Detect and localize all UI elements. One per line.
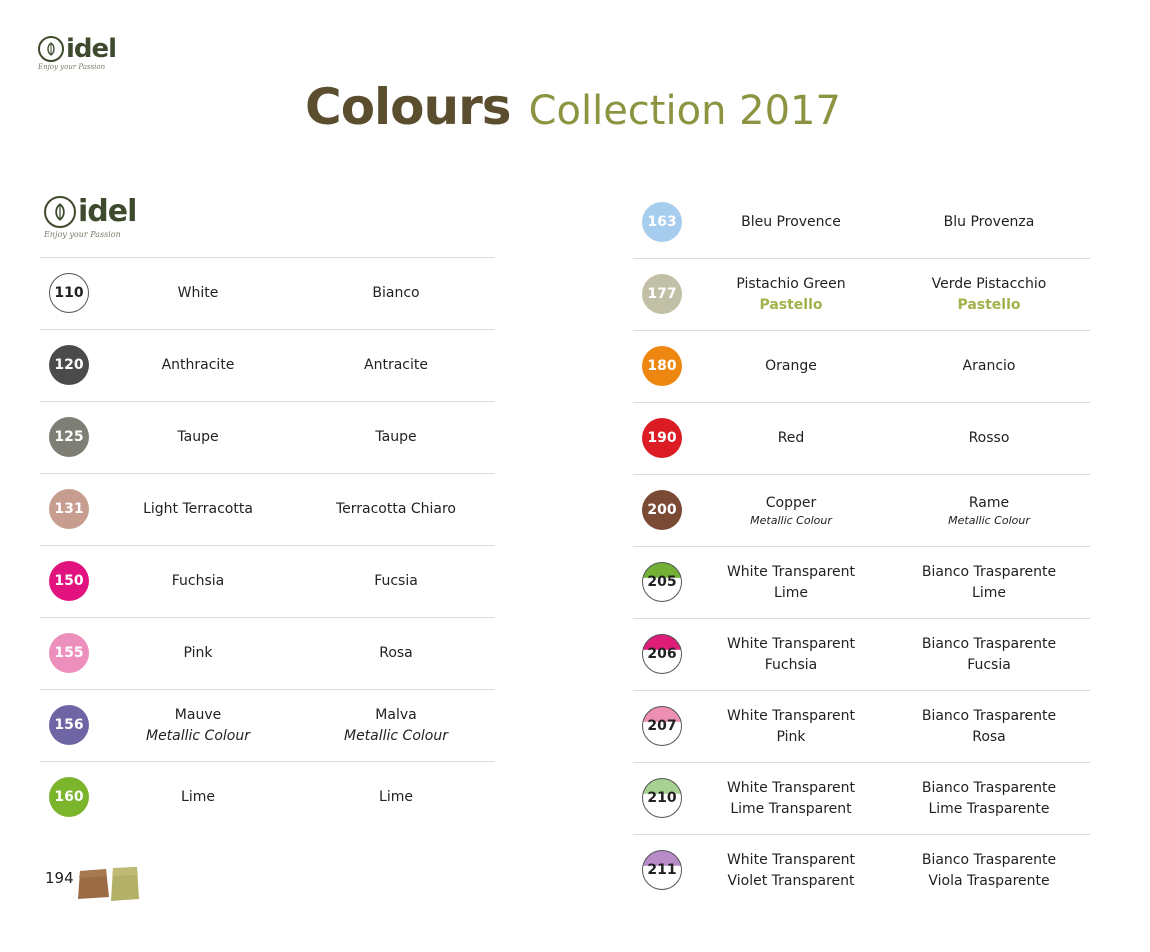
brand-logo-list (44, 196, 136, 239)
colour-code-badge (49, 777, 89, 817)
right-english-name (693, 835, 889, 906)
colour-subtitle: Metallic Colour (343, 727, 448, 744)
colour-name: Lime (181, 789, 215, 805)
colour-name: Rosso (968, 430, 1010, 446)
left-english-name (100, 690, 296, 761)
brand-logo-top (38, 36, 116, 71)
colour-list-left (40, 257, 495, 833)
colour-name: Fuchsia (171, 573, 225, 589)
colour-code: 131 (54, 501, 84, 517)
colour-code: 180 (647, 358, 677, 374)
yarn-swatch-brown-icon (76, 868, 110, 900)
right-english-name (693, 763, 889, 834)
left-english-name (100, 330, 296, 401)
right-italian-name (891, 619, 1087, 690)
colour-code: 110 (54, 285, 84, 301)
colour-code: 211 (647, 862, 677, 878)
left-english-name (100, 474, 296, 545)
colour-code: 190 (647, 430, 677, 446)
colour-entry (40, 401, 495, 473)
colour-entry (633, 762, 1090, 834)
brand-wordmark: idel (66, 34, 117, 64)
colour-entry (633, 474, 1090, 546)
colour-code-badge (642, 274, 682, 314)
colour-code: 155 (54, 645, 84, 661)
colour-name: Copper (765, 495, 817, 511)
colour-subtitle: Metallic Colour (948, 514, 1030, 527)
brand-tagline: Enjoy your Passion (38, 63, 106, 71)
colour-code-badge (49, 489, 89, 529)
right-italian-name (891, 331, 1087, 402)
right-italian-name (891, 475, 1087, 546)
colour-list-right (633, 187, 1090, 906)
colour-name: Pink (183, 645, 213, 661)
colour-code: 206 (647, 646, 677, 662)
colour-entry (633, 258, 1090, 330)
colour-subtitle: Lime Transparent (730, 800, 852, 817)
colour-subtitle: Fuchsia (764, 656, 818, 673)
left-english-name (100, 618, 296, 689)
colour-name: Lime (379, 789, 413, 805)
right-italian-name (891, 403, 1087, 474)
left-english-name (100, 258, 296, 329)
right-italian-name (891, 547, 1087, 618)
colour-name: Orange (765, 358, 817, 374)
colour-name: White Transparent (726, 707, 856, 724)
colour-name: White Transparent (726, 779, 856, 796)
colour-entry (40, 617, 495, 689)
colour-subtitle: Metallic Colour (750, 514, 832, 527)
left-italian-name (298, 618, 494, 689)
colour-code: 160 (54, 789, 84, 805)
colour-code-badge (49, 561, 89, 601)
left-italian-name (298, 690, 494, 761)
colour-name: Pistachio Green (736, 275, 846, 292)
right-english-name (693, 475, 889, 546)
right-italian-name (891, 763, 1087, 834)
right-english-name (693, 259, 889, 330)
page-title-bold: Colours (305, 78, 511, 136)
colour-name: Verde Pistacchio (931, 275, 1047, 292)
colour-name: Terracotta Chiaro (335, 501, 457, 517)
colour-code: 156 (54, 717, 84, 733)
left-english-name (100, 546, 296, 617)
colour-code: 177 (647, 286, 677, 302)
colour-name: Blu Provenza (943, 214, 1035, 230)
colour-subtitle: Lime (774, 584, 808, 601)
colour-name: Malva (375, 706, 417, 723)
right-english-name (693, 547, 889, 618)
colour-subtitle: Rosa (972, 728, 1006, 745)
right-english-name (693, 691, 889, 762)
colour-name: Red (777, 430, 805, 446)
colour-name: Bianco Trasparente (921, 635, 1057, 652)
colour-entry (40, 689, 495, 761)
colour-entry (633, 834, 1090, 906)
colour-entry (633, 618, 1090, 690)
page-title (305, 78, 841, 136)
right-italian-name (891, 259, 1087, 330)
colour-entry (633, 330, 1090, 402)
colour-subtitle: Pastello (759, 296, 823, 313)
brand-tagline: Enjoy your Passion (44, 230, 121, 239)
left-italian-name (298, 762, 494, 833)
left-italian-name (298, 474, 494, 545)
right-italian-name (891, 187, 1087, 258)
colour-code-badge (642, 202, 682, 242)
colour-subtitle: Pastello (957, 296, 1021, 313)
colour-code-badge (49, 345, 89, 385)
left-italian-name (298, 258, 494, 329)
colour-entry (40, 473, 495, 545)
colour-name: White Transparent (726, 851, 856, 868)
colour-code-badge (642, 850, 682, 890)
colour-name: Arancio (962, 358, 1016, 374)
colour-code: 163 (647, 214, 677, 230)
colour-code: 125 (54, 429, 84, 445)
yarn-swatch-green-icon (110, 866, 140, 902)
right-italian-name (891, 691, 1087, 762)
colour-subtitle: Metallic Colour (145, 727, 250, 744)
colour-code-badge (642, 706, 682, 746)
colour-name: Rosa (379, 645, 413, 661)
colour-subtitle: Viola Trasparente (928, 872, 1050, 889)
left-italian-name (298, 402, 494, 473)
colour-name: Rame (968, 495, 1010, 511)
colour-code-badge (642, 490, 682, 530)
colour-name: Bianco Trasparente (921, 563, 1057, 580)
colour-name: White Transparent (726, 635, 856, 652)
left-english-name (100, 402, 296, 473)
colour-subtitle: Pink (776, 728, 806, 745)
colour-entry (40, 761, 495, 833)
colour-subtitle: Violet Transparent (727, 872, 855, 889)
colour-code: 150 (54, 573, 84, 589)
colour-name: Antracite (364, 357, 428, 373)
colour-subtitle: Lime Trasparente (928, 800, 1050, 817)
colour-name: Fucsia (374, 573, 418, 589)
page-number: 194 (45, 869, 74, 887)
colour-name: Taupe (375, 429, 417, 445)
colour-name: Bianco Trasparente (921, 779, 1057, 796)
colour-entry (40, 545, 495, 617)
colour-subtitle: Fucsia (967, 656, 1011, 673)
colour-code-badge (49, 273, 89, 313)
colour-code-badge (642, 778, 682, 818)
colour-entry (633, 402, 1090, 474)
colour-code: 207 (647, 718, 677, 734)
colour-entry (633, 187, 1090, 258)
right-italian-name (891, 835, 1087, 906)
colour-entry (40, 329, 495, 401)
left-italian-name (298, 546, 494, 617)
brand-emblem-icon (44, 196, 76, 228)
colour-code: 210 (647, 790, 677, 806)
colour-code-badge (642, 562, 682, 602)
colour-code-badge (642, 346, 682, 386)
colour-code: 200 (647, 502, 677, 518)
right-english-name (693, 403, 889, 474)
brand-emblem-icon (38, 36, 64, 62)
colour-code-badge (642, 418, 682, 458)
right-english-name (693, 187, 889, 258)
left-italian-name (298, 330, 494, 401)
colour-name: Bianco Trasparente (921, 851, 1057, 868)
colour-subtitle: Lime (972, 584, 1006, 601)
colour-code-badge (49, 705, 89, 745)
colour-name: White Transparent (726, 563, 856, 580)
right-english-name (693, 331, 889, 402)
colour-code: 120 (54, 357, 84, 373)
colour-code: 205 (647, 574, 677, 590)
colour-code-badge (642, 634, 682, 674)
colour-entry (633, 690, 1090, 762)
colour-name: Bleu Provence (741, 214, 841, 230)
colour-name: Mauve (174, 706, 222, 723)
colour-code-badge (49, 417, 89, 457)
colour-entry (633, 546, 1090, 618)
right-english-name (693, 619, 889, 690)
colour-name: Taupe (177, 429, 219, 445)
colour-name: Light Terracotta (143, 501, 253, 517)
colour-name: Anthracite (161, 357, 235, 373)
brand-wordmark: idel (78, 194, 137, 229)
colour-entry (40, 257, 495, 329)
colour-name: Bianco (372, 285, 420, 301)
colour-name: White (177, 285, 219, 301)
left-english-name (100, 762, 296, 833)
colour-name: Bianco Trasparente (921, 707, 1057, 724)
page-title-light: Collection 2017 (528, 88, 841, 134)
colour-code-badge (49, 633, 89, 673)
